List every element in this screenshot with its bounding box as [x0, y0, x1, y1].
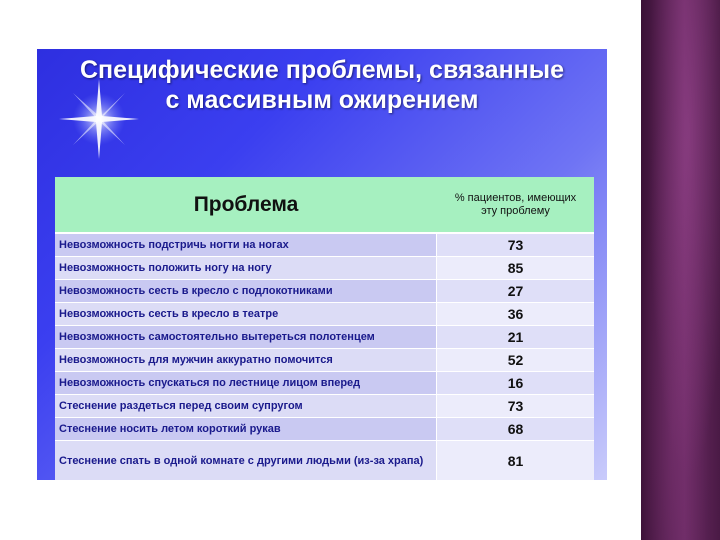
table-row: [55, 257, 594, 280]
percent-cell: 68: [437, 418, 594, 440]
problem-cell: Невозможность спускаться по лестнице лицом вперед: [55, 372, 437, 394]
table-row: [55, 280, 594, 303]
header-percent: [437, 177, 594, 232]
percent-cell: 81: [437, 441, 594, 480]
problem-cell: Невозможность самостоятельно вытереться полотенцем: [55, 326, 437, 348]
table-row: [55, 326, 594, 349]
percent-cell: 73: [437, 395, 594, 417]
problem-cell: Невозможность для мужчин аккуратно помочится: [55, 349, 437, 371]
problem-cell: Стеснение спать в одной комнате с другими людьми (из-за храпа): [55, 441, 437, 480]
problem-cell: Невозможность положить ногу на ногу: [55, 257, 437, 279]
header-problem: Проблема: [193, 192, 299, 216]
slide-title-line-1: Специфические проблемы, связанные: [79, 56, 565, 84]
problem-cell: Стеснение носить летом короткий рукав: [55, 418, 437, 440]
slide-title: [37, 55, 607, 115]
percent-cell: 16: [437, 372, 594, 394]
table-row: [55, 303, 594, 326]
percent-cell: 85: [437, 257, 594, 279]
table-row: [55, 372, 594, 395]
table-row: [55, 395, 594, 418]
table-row: [55, 418, 594, 441]
problem-cell: Стеснение раздеться перед своим супругом: [55, 395, 437, 417]
table-header-row: [55, 177, 594, 234]
problem-cell: Невозможность сесть в кресло с подлокотниками: [55, 280, 437, 302]
percent-cell: 73: [437, 234, 594, 256]
slide-title-line-2: с массивным ожирением: [165, 86, 479, 114]
table-row: [55, 441, 594, 480]
problem-cell: Невозможность сесть в кресло в театре: [55, 303, 437, 325]
percent-cell: 27: [437, 280, 594, 302]
percent-cell: 21: [437, 326, 594, 348]
header-percent-line-1: % пациентов, имеющих: [454, 191, 577, 204]
problem-cell: Невозможность подстричь ногти на ногах: [55, 234, 437, 256]
slide: [37, 49, 607, 480]
problems-table: [55, 177, 594, 480]
table-row: [55, 349, 594, 372]
decorative-side-bar: [641, 0, 720, 540]
percent-cell: 36: [437, 303, 594, 325]
table-row: [55, 234, 594, 257]
header-percent-line-2: эту проблему: [481, 204, 550, 217]
percent-cell: 52: [437, 349, 594, 371]
